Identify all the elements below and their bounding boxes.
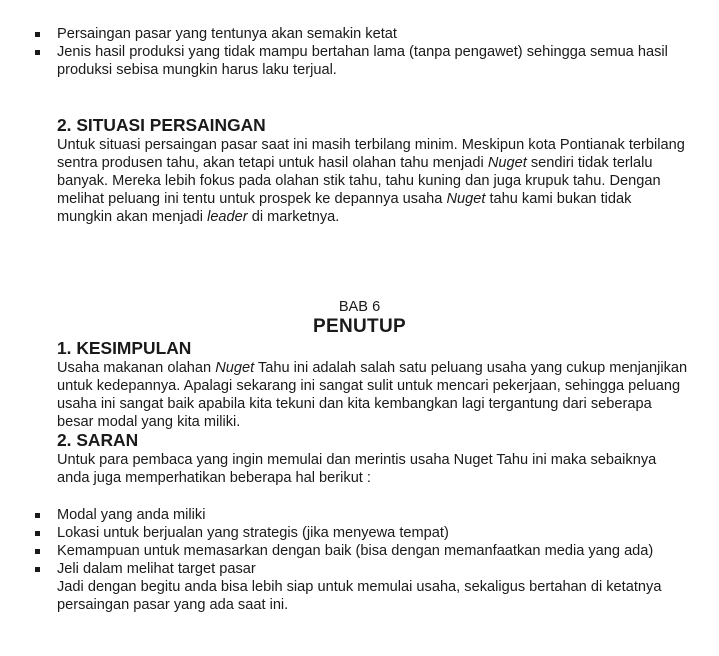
bullet-icon — [35, 549, 40, 554]
list-item-text: Lokasi untuk berjualan yang strategis (jika menyewa tempat) — [57, 525, 449, 541]
saran-bullet-list — [0, 506, 719, 614]
bullet-icon — [35, 32, 40, 37]
list-item-text: Jeli dalam melihat target pasar — [57, 561, 256, 577]
list-item — [0, 506, 719, 524]
bullet-icon — [35, 513, 40, 518]
bullet-icon — [35, 50, 40, 55]
section-heading: 1. KESIMPULAN — [57, 338, 192, 358]
bullet-icon — [35, 531, 40, 536]
list-item — [0, 524, 719, 542]
section-heading: 2. SITUASI PERSAINGAN — [57, 115, 266, 135]
section-paragraph: Usaha makanan olahan Nuget Tahu ini adalah salah satu peluang usaha yang cukup menjanjikan untuk kedepannya. Apalagi sekarang ini sangat sulit untuk mencari pekerjaan, sehingga peluang usaha ini sangat baik apabila kita tekuni dan kita kembangkan lagi tergantung dari seberapa besar modal yang kita miliki. — [57, 360, 688, 430]
list-item-text: Jenis hasil produksi yang tidak mampu bertahan lama (tanpa pengawet) sehingga semua hasil produksi sebisa mungkin harus laku terjual. — [57, 44, 668, 78]
section-paragraph: Untuk para pembaca yang ingin memulai dan merintis usaha Nuget Tahu ini maka sebaiknya anda juga memperhatikan beberapa hal berikut : — [57, 452, 657, 486]
section-heading: 2. SARAN — [57, 430, 139, 450]
bullet-icon — [35, 567, 40, 572]
list-item — [0, 43, 719, 79]
list-item-text: Modal yang anda miliki — [57, 507, 206, 523]
section-paragraph: Untuk situasi persaingan pasar saat ini masih terbilang minim. Meskipun kota Pontianak terbilang sentra produsen tahu, akan tetapi untuk hasil olahan tahu menjadi Nuget sendiri tidak terlalu banyak. Mereka lebih fokus pada olahan stik tahu, tahu kuning dan juga krupuk tahu. Dengan melihat peluang ini tentu untuk prospek ke depannya usaha Nuget tahu kami bukan tidak mungkin akan menjadi leader di marketnya. — [57, 137, 685, 225]
chapter-number: BAB 6 — [338, 299, 381, 315]
chapter-title: PENUTUP — [313, 316, 406, 337]
list-item-text: Persaingan pasar yang tentunya akan semakin ketat — [57, 26, 397, 42]
section-kesimpulan — [0, 338, 719, 431]
section-saran — [0, 430, 719, 487]
list-item — [0, 25, 719, 43]
list-item-text: Kemampuan untuk memasarkan dengan baik (bisa dengan memanfaatkan media yang ada) — [57, 543, 654, 559]
list-item — [0, 560, 719, 578]
chapter-heading — [0, 298, 719, 338]
list-item — [0, 542, 719, 560]
closing-paragraph: Jadi dengan begitu anda bisa lebih siap untuk memulai usaha, sekaligus bertahan di ketatnya persaingan pasar yang ada saat ini. — [57, 579, 662, 613]
section-situasi — [0, 115, 719, 226]
top-bullet-list — [0, 25, 719, 79]
